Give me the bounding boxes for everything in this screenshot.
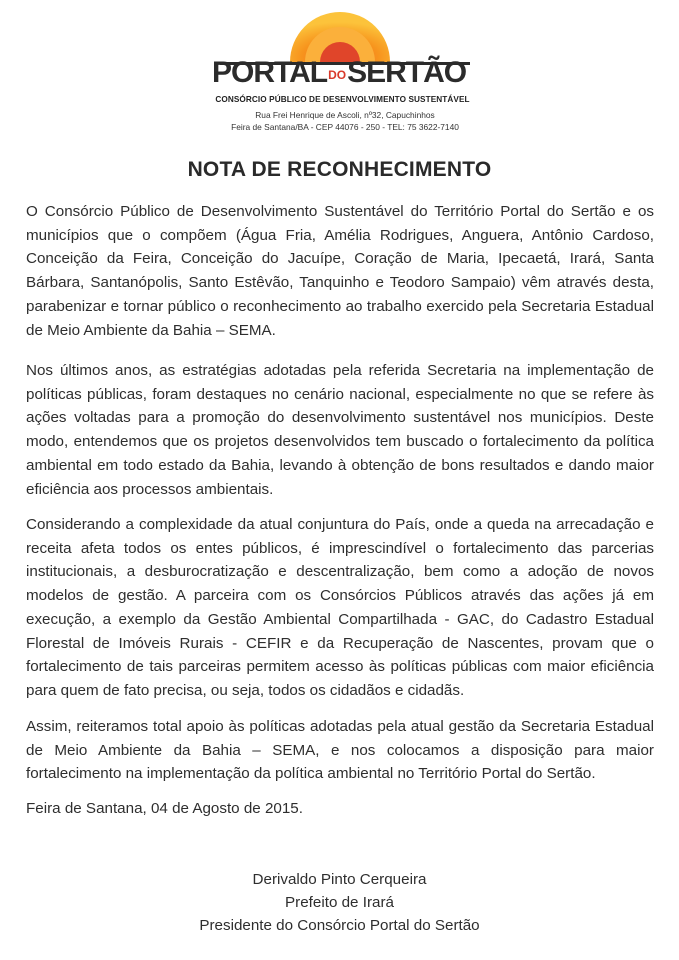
logo-wordmark	[212, 58, 472, 90]
address-line-1: Rua Frei Henrique de Ascoli, nº32, Capuchinhos	[255, 110, 435, 120]
document-title: NOTA DE RECONHECIMENTO	[187, 158, 492, 181]
logo-text-do: DO	[328, 68, 347, 82]
letterhead	[0, 0, 679, 140]
paragraph-1: O Consórcio Público de Desenvolvimento Sustentável do Território Portal do Sertão e os municípios que o compõem (Água Fria, Amélia Rodrigues, Anguera, Antônio Cardoso, Conceição da Feira, Conceição do Jacuípe, Coração de Maria, Ipecaetá, Irará, Santa Bárbara, Santanópolis, Santo Estêvão, Tanquinho e Teodoro Sampaio) vêm através desta, parabenizar e tornar público o reconhecimento ao trabalho exercido pela Secretaria Estadual de Meio Ambiente da Bahia – SEMA.	[26, 203, 654, 339]
address-line-2: Feira de Santana/BA - CEP 44076 - 250 - TEL: 75 3622-7140	[231, 122, 459, 132]
paragraph-2: Nos últimos anos, as estratégias adotadas pela referida Secretaria na implementação de políticas públicas, foram destaques no cenário nacional, especialmente no que se refere às ações voltadas para a promoção do desenvolvimento sustentável nos municípios. Deste modo, entendemos que os projetos desenvolvidos tem buscado o fortalecimento da política ambiental em todo estado da Bahia, levando à obtenção de bons resultados e dando maior eficiência aos processos ambientais.	[26, 362, 654, 498]
date-line: Feira de Santana, 04 de Agosto de 2015.	[26, 800, 303, 817]
logo-text-sertao: SERTÃO	[347, 56, 467, 89]
signatory-role: Prefeito de Irará	[285, 894, 394, 911]
signature-block	[0, 868, 679, 937]
signatory-name: Derivaldo Pinto Cerqueira	[252, 871, 427, 888]
paragraph-3: Considerando a complexidade da atual conjuntura do País, onde a queda na arrecadação e receita afeta todos os entes públicos, é imprescindível o fortalecimento das parcerias institucionais, a desburocratização e descentralização, bem como a adoção de novos modelos de gestão. A parceira com os Consórcios Públicos através das ações já em execução, a exemplo da Gestão Ambiental Compartilhada - GAC, do Cadastro Estadual Florestal de Imóveis Rurais - CEFIR e da Recuperação de Nascentes, provam que o fortalecimento de tais parceiras permitem acesso às políticas públicas com maior eficiência para quem de fato precisa, ou seja, todos os cidadãos e cidadãs.	[26, 516, 654, 699]
logo-text-portal: PORTAL	[212, 56, 328, 89]
signatory-title: Presidente do Consórcio Portal do Sertão	[199, 917, 480, 934]
paragraph-4: Assim, reiteramos total apoio às políticas adotadas pela atual gestão da Secretaria Estadual de Meio Ambiente da Bahia – SEMA, e nos colocamos a disposição para maior fortalecimento na implementação da política ambiental no Território Portal do Sertão.	[26, 718, 654, 783]
org-name: CONSÓRCIO PÚBLICO DE DESENVOLVIMENTO SUSTENTÁVEL	[215, 95, 470, 104]
